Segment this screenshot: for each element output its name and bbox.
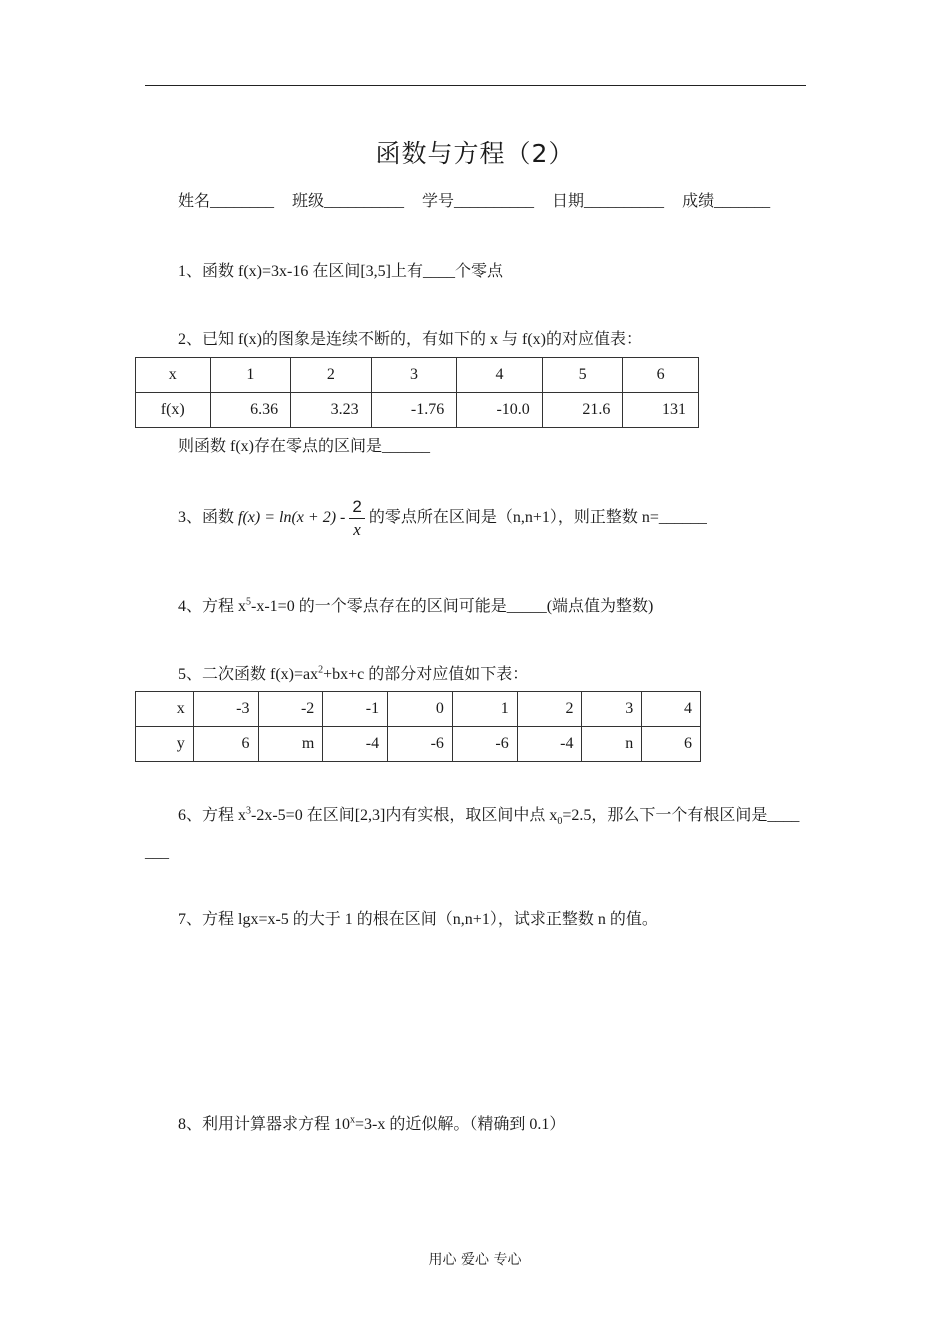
date-field[interactable]: 日期__________	[552, 193, 665, 210]
fraction-numerator: 2	[349, 496, 364, 519]
table-cell: m	[258, 727, 323, 762]
table-cell: 4	[642, 692, 701, 727]
exponent: 2	[318, 664, 324, 676]
header-rule	[145, 85, 806, 86]
number-field[interactable]: 学号__________	[422, 193, 535, 210]
table-cell: 2	[517, 692, 582, 727]
table-cell: -1.76	[371, 393, 457, 428]
table-row	[136, 393, 699, 428]
table-cell: 1	[210, 358, 291, 393]
question-3	[178, 496, 707, 541]
table-cell: 0	[388, 692, 453, 727]
exponent: 5	[246, 596, 252, 608]
table-cell: 6	[642, 727, 701, 762]
question-8	[178, 1111, 565, 1134]
table-cell: f(x)	[136, 393, 211, 428]
table-cell: 3	[582, 692, 642, 727]
question-5	[178, 661, 528, 684]
table-cell: x	[136, 692, 194, 727]
class-field[interactable]: 班级__________	[292, 193, 405, 210]
question-2-table	[135, 357, 699, 428]
question-5-table	[135, 691, 701, 762]
table-cell: -6	[452, 727, 517, 762]
page-footer: 用心 爱心 专心	[428, 1252, 522, 1268]
table-cell: -2	[258, 692, 323, 727]
table-cell: -1	[323, 692, 388, 727]
table-cell: 21.6	[542, 393, 623, 428]
table-cell: y	[136, 727, 194, 762]
question-2: 2、已知 f(x)的图象是连续不断的，有如下的 x 与 f(x)的对应值表：	[178, 331, 642, 348]
question-6-part: =2.5，那么下一个有根区间是____	[562, 807, 800, 824]
question-1: 1、函数 f(x)=3x-16 在区间[3,5]上有____个零点	[178, 263, 503, 280]
table-row	[136, 358, 699, 393]
question-3-suffix: 的零点所在区间是（n,n+1），则正整数 n=______	[368, 509, 707, 527]
question-3-prefix: 3、函数	[178, 509, 235, 527]
question-6-part: 6、方程 x	[178, 807, 247, 824]
table-cell: 3.23	[291, 393, 372, 428]
table-cell: -4	[323, 727, 388, 762]
table-cell: 5	[542, 358, 623, 393]
table-cell: -4	[517, 727, 582, 762]
question-4-suffix: -x-1=0 的一个零点存在的区间可能是_____(端点值为整数)	[251, 598, 654, 615]
question-8-prefix: 8、利用计算器求方程 10	[178, 1116, 351, 1133]
table-cell: n	[582, 727, 642, 762]
question-6-wrap: ___	[145, 844, 169, 861]
question-6-part: -2x-5=0 在区间[2,3]内有实根，取区间中点 x	[251, 807, 558, 824]
table-cell: 131	[623, 393, 699, 428]
question-6	[178, 802, 799, 827]
question-3-formula: f(x) = ln(x + 2) -	[238, 509, 346, 527]
question-5-suffix: +bx+c 的部分对应值如下表：	[323, 666, 529, 683]
question-5-prefix: 5、二次函数 f(x)=ax	[178, 666, 319, 683]
question-4-prefix: 4、方程 x	[178, 598, 247, 615]
score-field[interactable]: 成绩_______	[682, 193, 771, 210]
table-row	[136, 692, 701, 727]
table-cell: 6	[623, 358, 699, 393]
question-8-suffix: =3-x 的近似解。（精确到 0.1）	[355, 1116, 566, 1133]
page-title: 函数与方程（2）	[375, 139, 575, 168]
table-cell: 1	[452, 692, 517, 727]
question-4	[178, 593, 653, 616]
table-cell: 3	[371, 358, 457, 393]
table-cell: 2	[291, 358, 372, 393]
student-info-line	[178, 188, 784, 211]
exponent: x	[350, 1114, 356, 1126]
fraction	[349, 496, 364, 541]
fraction-denominator: x	[353, 520, 361, 539]
name-field[interactable]: 姓名________	[178, 193, 275, 210]
table-cell: 4	[457, 358, 543, 393]
table-cell: -3	[193, 692, 258, 727]
subscript: 0	[557, 816, 563, 828]
question-7: 7、方程 lgx=x-5 的大于 1 的根在区间（n,n+1），试求正整数 n 的值。	[178, 911, 658, 928]
table-cell: -6	[388, 727, 453, 762]
table-cell: -10.0	[457, 393, 543, 428]
table-cell: 6.36	[210, 393, 291, 428]
question-2-followup: 则函数 f(x)存在零点的区间是______	[178, 438, 430, 455]
table-cell: x	[136, 358, 211, 393]
exponent: 3	[246, 805, 252, 817]
table-row	[136, 727, 701, 762]
table-cell: 6	[193, 727, 258, 762]
